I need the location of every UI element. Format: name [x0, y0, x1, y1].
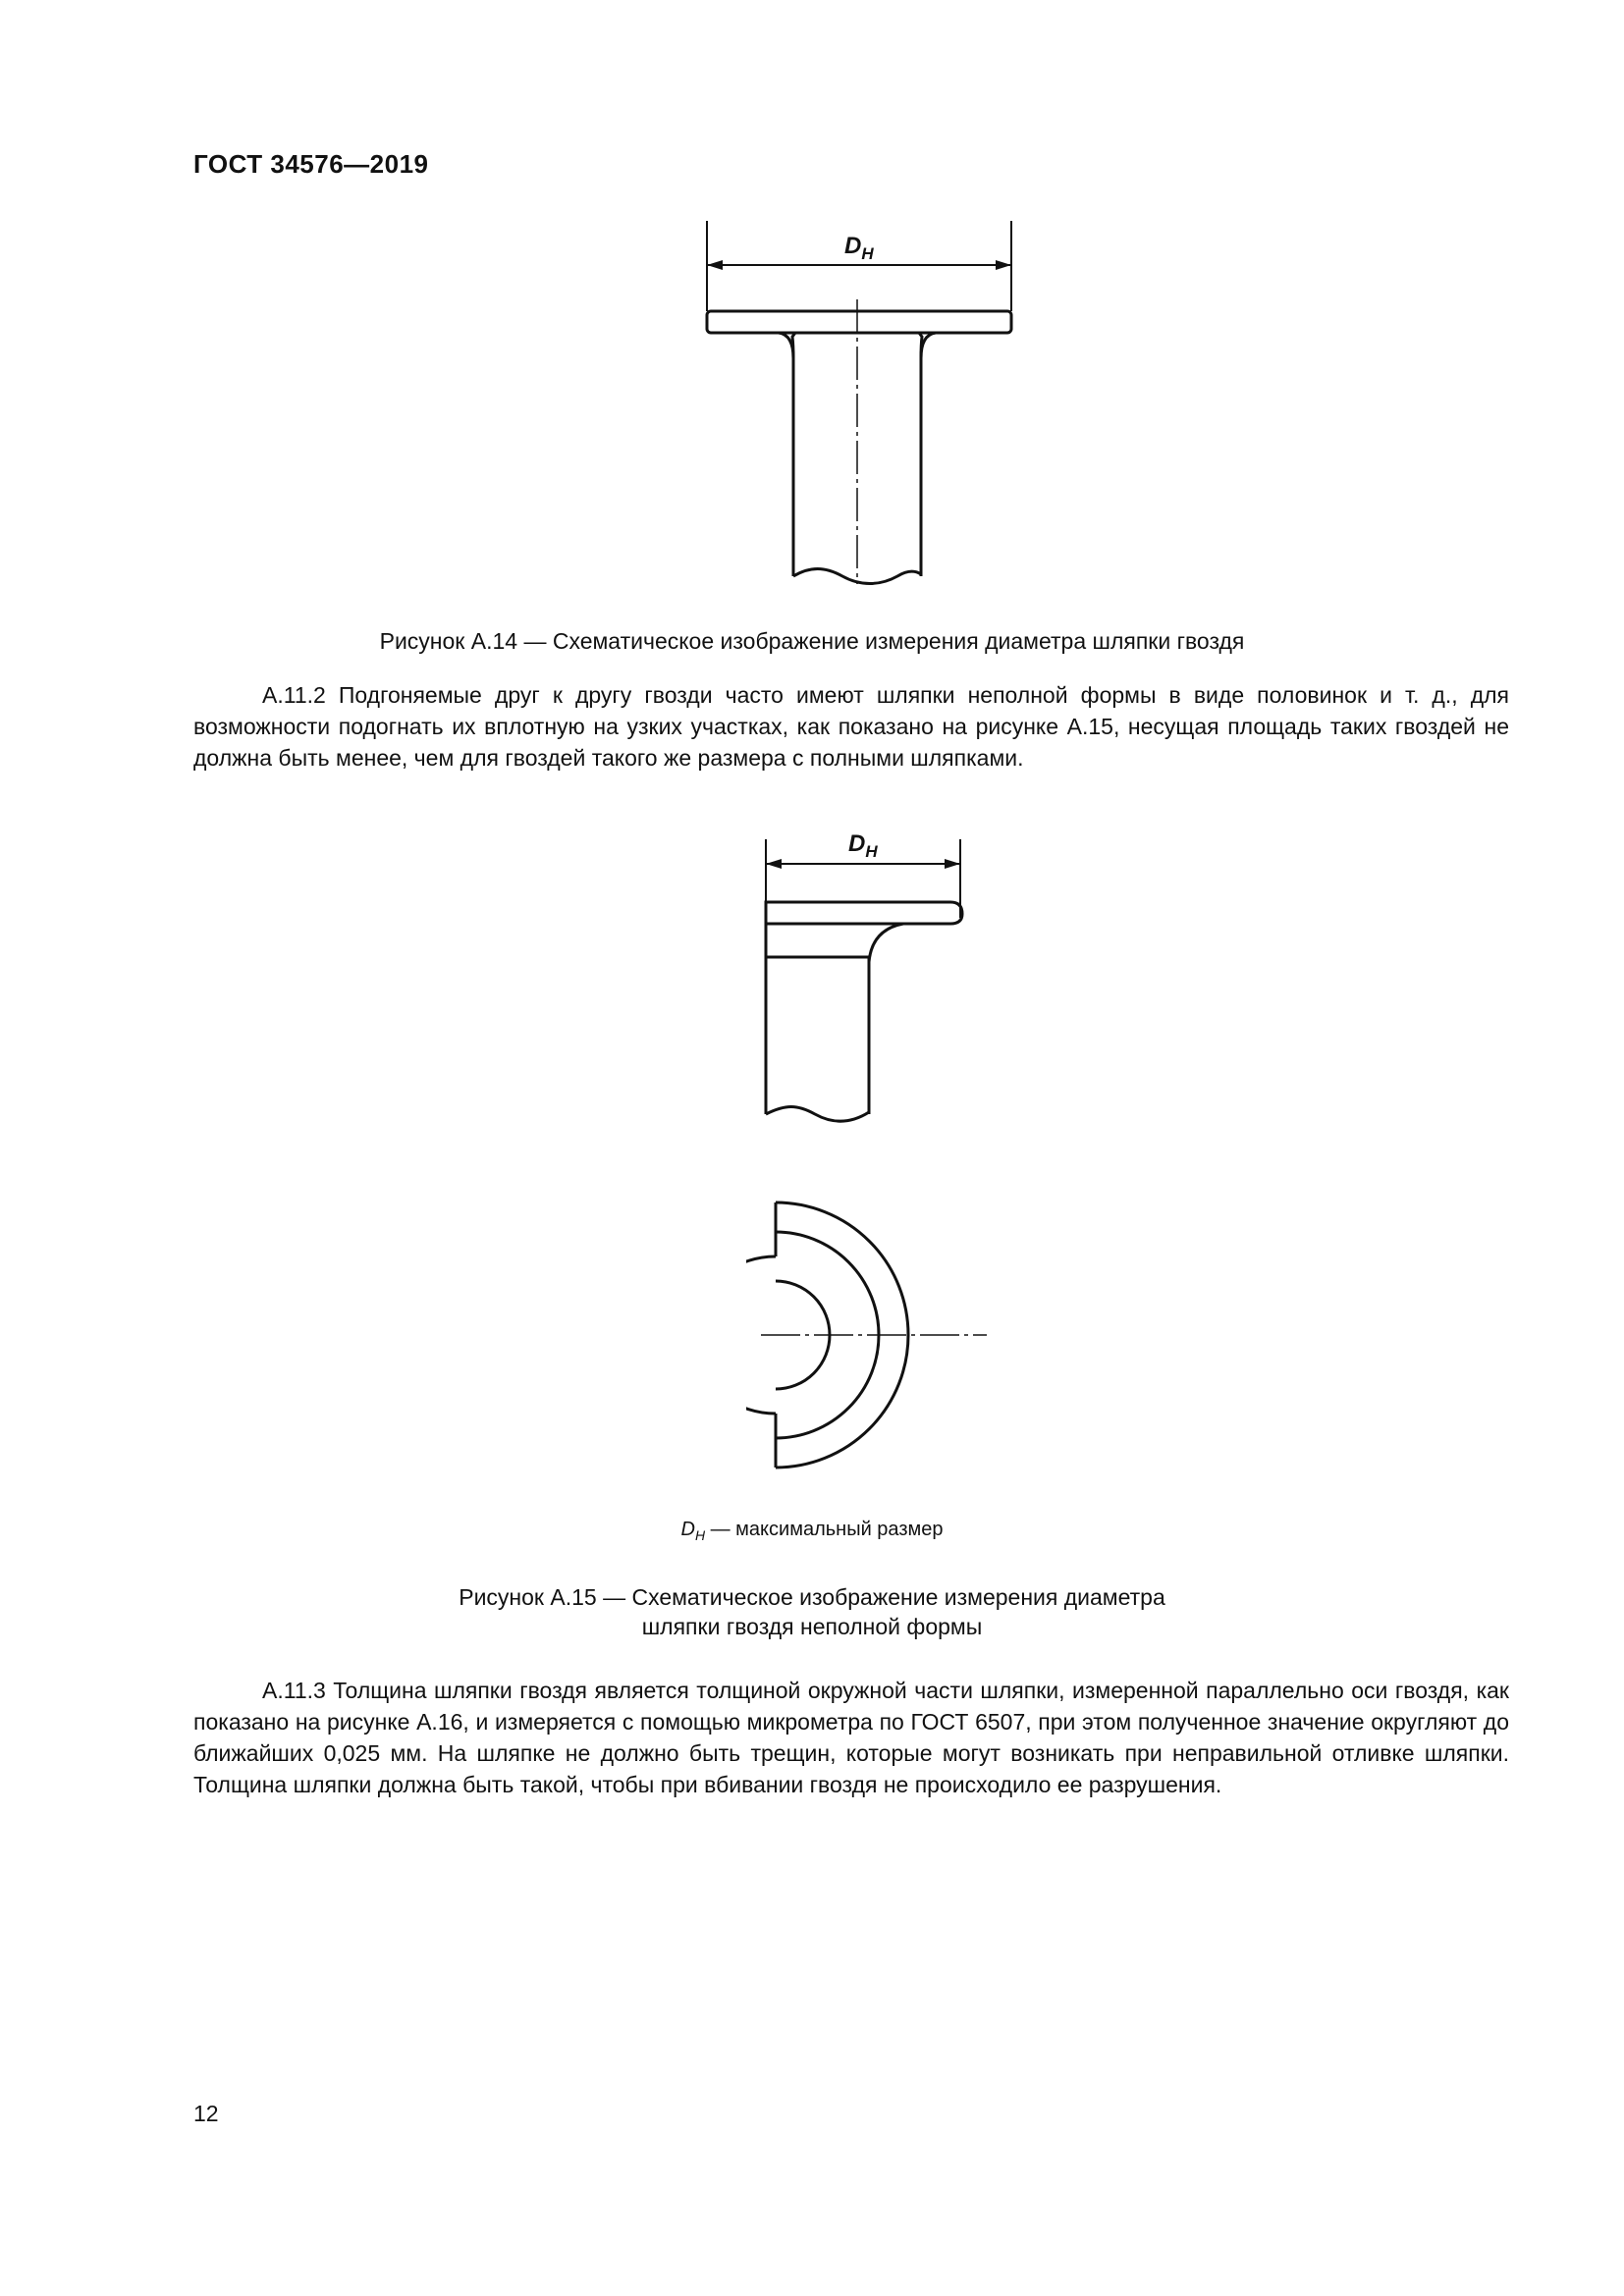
half-nail-head — [766, 902, 962, 924]
paragraph-a11-2: А.11.2 Подгоняемые друг к другу гвозди часто имеют шляпки неполной формы в виде половинок и т. д., для возможности подогнать их вплотную на узких участках, как показано на рисунке А.15, несущая площадь таких гвоздей не должна быть менее, чем для гвоздей такого же размера с полными шляпками. — [193, 682, 1509, 771]
figure-a15-caption-line1: Рисунок А.15 — Схематическое изображение измерения диаметра — [459, 1584, 1165, 1610]
paragraph-a11-3: А.11.3 Толщина шляпки гвоздя является толщиной окружной части шляпки, измеренной параллельно оси гвоздя, как показано на рисунке А.16, и измеряется с помощью микрометра по ГОСТ 6507, при этом полученное значение округляют до ближайших 0,025 мм. На шляпке не должно быть трещин, которые могут возникать при неправильной отливке шляпки. Толщина шляпки должна быть такой, чтобы при вбивании гвоздя не происходило ее разрушения. — [193, 1678, 1509, 1797]
page-number: 12 — [193, 2101, 219, 2126]
figure-a15-caption — [0, 1582, 1624, 1641]
nail-head — [707, 311, 1011, 333]
document-header: ГОСТ 34576—2019 — [193, 149, 429, 179]
figure-a15-side-view — [746, 820, 972, 1134]
dim-label-dh-a15: $D_H$ — [848, 830, 878, 861]
figure-a15-note: $D_H$ — максимальный размер — [680, 1519, 944, 1543]
figure-a15-top-view — [746, 1193, 1001, 1487]
dim-label-dh-a14: $D_H$ — [844, 233, 874, 263]
figure-a14-drawing — [687, 221, 1021, 594]
figure-a14-caption: Рисунок А.14 — Схематическое изображение измерения диаметра шляпки гвоздя — [379, 628, 1245, 654]
figure-a15-caption-line2: шляпки гвоздя неполной формы — [641, 1614, 983, 1639]
